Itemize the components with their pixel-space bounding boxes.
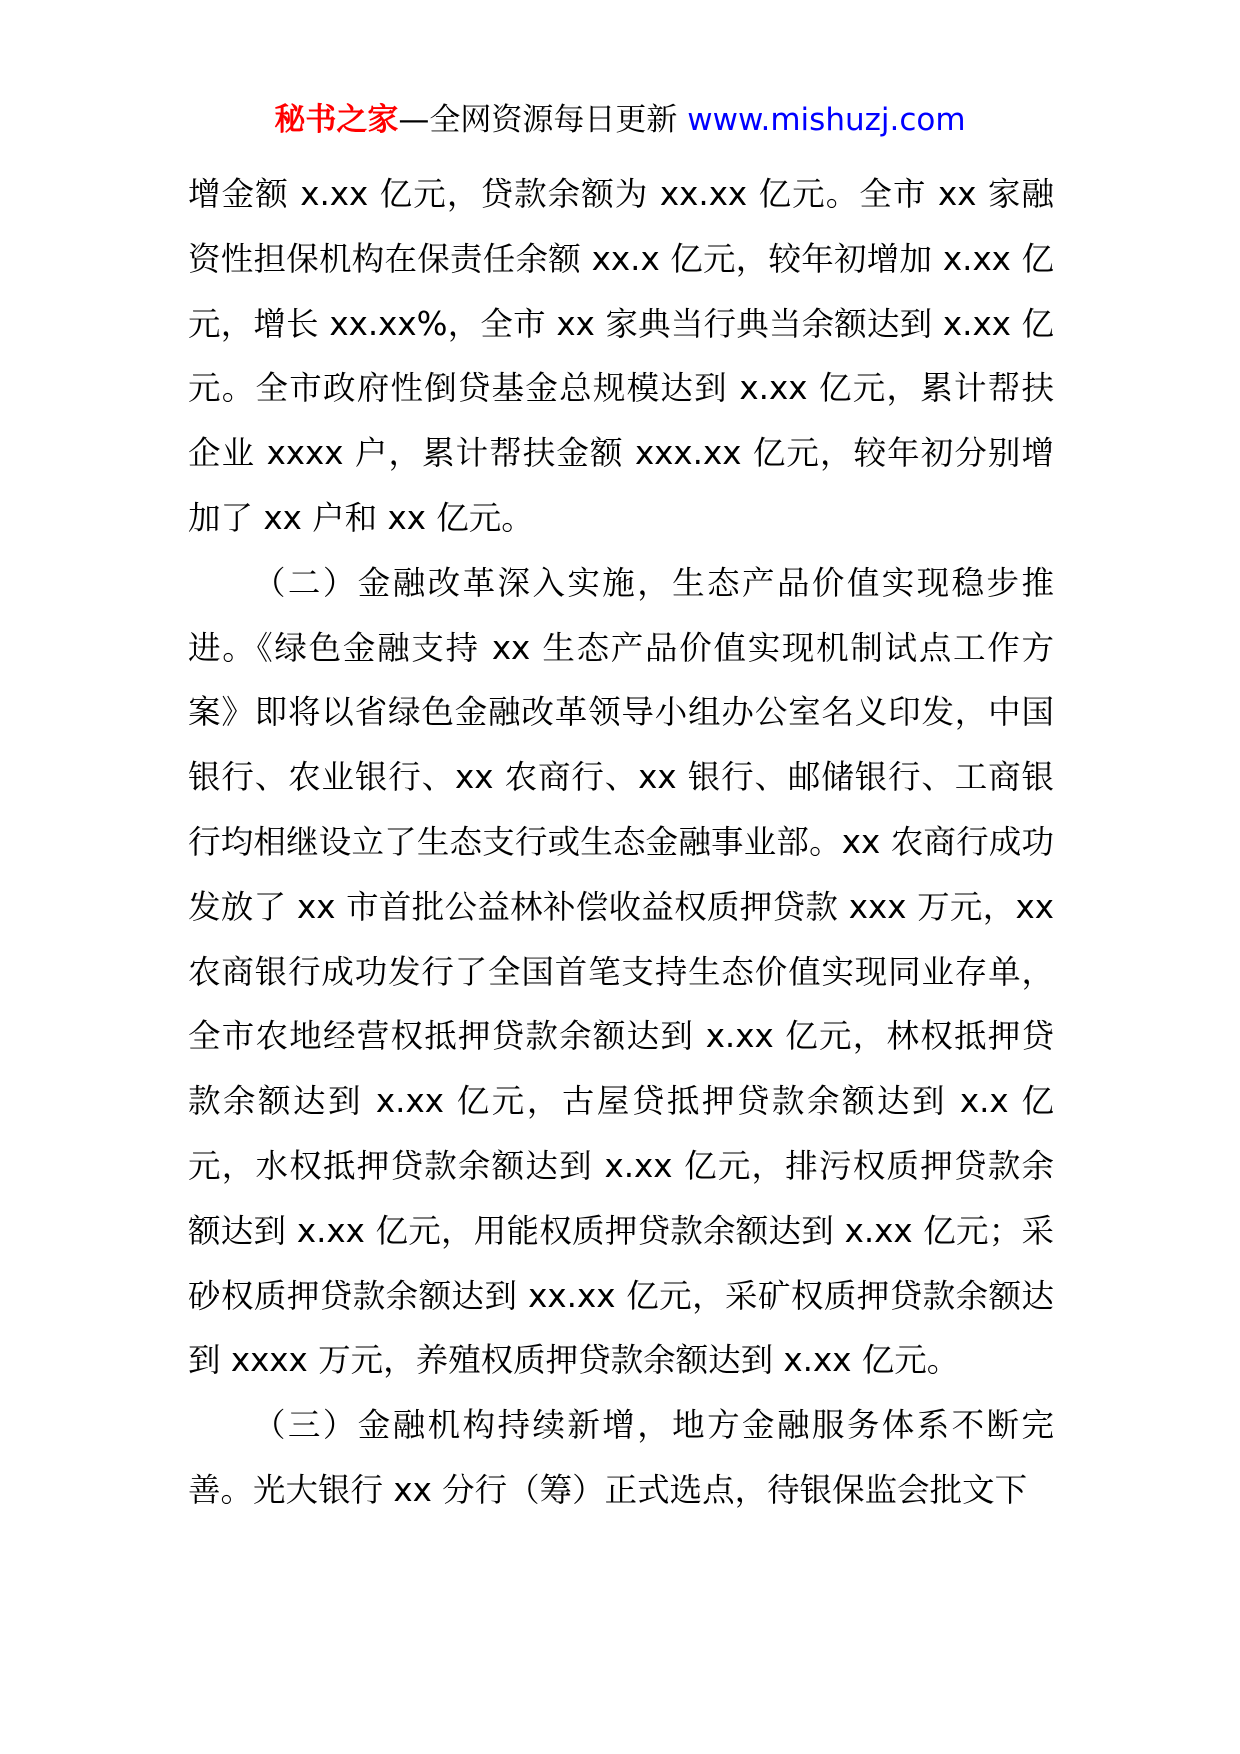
site-url-link[interactable]: www.mishuzj.com — [687, 102, 966, 138]
brand-name: 秘书之家 — [274, 102, 399, 138]
paragraph-section-2: （二）金融改革深入实施，生态产品价值实现稳步推进。《绿色金融支持 xx 生态产品价值实现机制试点工作方案》即将以省绿色金融改革领导小组办公室名义印发，中国银行、农业银行、xx 农商行、xx 银行、邮储银行、工商银行均相继设立了生态支行或生态金融事业部。xx 农商行成功发放了 xx 市首批公益林补偿收益权质押贷款 xxx 万元，xx 农商银行成功发行了全国首笔支持生态价值实现同业存单，全市农地经营权抵押贷款余额达到 x.xx 亿元，林权抵押贷款余额达到 x.xx 亿元，古屋贷抵押贷款余额达到 x.x 亿元，水权抵押贷款余额达到 x.xx 亿元，排污权质押贷款余额达到 x.xx 亿元，用能权质押贷款余额达到 x.xx 亿元；采砂权质押贷款余额达到 xx.xx 亿元，采矿权质押贷款余额达到 xxxx 万元，养殖权质押贷款余额达到 x.xx 亿元。 — [188, 563, 1054, 1380]
page-header — [0, 100, 1240, 140]
document-body — [188, 162, 1054, 1523]
paragraph-section-3: （三）金融机构持续新增，地方金融服务体系不断完善。光大银行 xx 分行（筹）正式选点，待银保监会批文下 — [188, 1406, 1054, 1509]
header-tagline: —全网资源每日更新 — [398, 102, 678, 138]
paragraph-continued: 增金额 x.xx 亿元，贷款余额为 xx.xx 亿元。全市 xx 家融资性担保机构在保责任余额 xx.x 亿元，较年初增加 x.xx 亿元，增长 xx.xx%，全市 xx 家典当行典当余额达到 x.xx 亿元。全市政府性倒贷基金总规模达到 x.xx 亿元，累计帮扶企业 xxxx 户，累计帮扶金额 xxx.xx 亿元，较年初分别增加了 xx 户和 xx 亿元。 — [188, 175, 1054, 537]
